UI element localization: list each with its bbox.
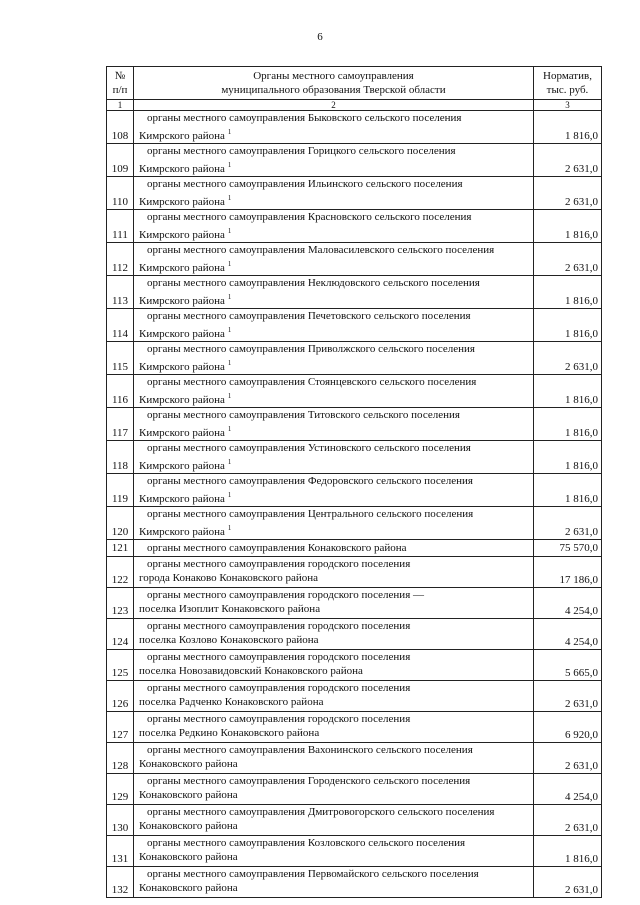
row-number: 122	[107, 557, 134, 588]
header-value	[534, 67, 602, 100]
organ-name-line2-text: Кимрского района	[139, 229, 225, 241]
organ-name-line1: органы местного самоуправления Приволжского сельского поселения	[147, 343, 475, 355]
row-organ-name	[134, 743, 534, 774]
row-normative-value: 1 816,0	[534, 408, 602, 441]
row-number: 109	[107, 144, 134, 177]
row-number: 111	[107, 210, 134, 243]
footnote-marker: 1	[227, 425, 232, 433]
table-row	[107, 805, 602, 836]
column-index-3: 3	[534, 100, 602, 111]
organ-name-line1: органы местного самоуправления Неклюдовского сельского поселения	[147, 277, 480, 289]
organ-name-line1: органы местного самоуправления Стоянцевского сельского поселения	[147, 376, 477, 388]
table-row	[107, 588, 602, 619]
row-normative-value: 1 816,0	[534, 276, 602, 309]
row-normative-value: 2 631,0	[534, 243, 602, 276]
row-number: 117	[107, 408, 134, 441]
organ-name-line1: органы местного самоуправления Дмитровогорского сельского поселения	[147, 806, 495, 818]
table-row	[107, 619, 602, 650]
organ-name-line2-text: Кимрского района	[139, 427, 225, 439]
organ-name-line2-text: Кимрского района	[139, 196, 225, 208]
organ-name-line2-text: Кимрского района	[139, 163, 225, 175]
header-number	[107, 67, 134, 100]
organ-name-line1: органы местного самоуправления городского поселения	[147, 558, 411, 570]
row-organ-name	[134, 111, 534, 144]
organ-name-line2-text: Конаковского района	[139, 789, 238, 801]
row-normative-value: 4 254,0	[534, 619, 602, 650]
row-normative-value: 5 665,0	[534, 650, 602, 681]
row-number: 131	[107, 836, 134, 867]
row-organ-name	[134, 441, 534, 474]
footnote-marker: 1	[227, 194, 232, 202]
page-number: 6	[317, 31, 323, 43]
row-number: 124	[107, 619, 134, 650]
row-normative-value: 1 816,0	[534, 375, 602, 408]
organ-name-line2-text: поселка Новозавидовский Конаковского района	[139, 665, 363, 677]
organ-name-line1: органы местного самоуправления Горицкого сельского поселения	[147, 145, 456, 157]
row-number: 127	[107, 712, 134, 743]
normative-table	[106, 66, 602, 898]
footnote-marker: 1	[227, 359, 232, 367]
row-normative-value: 1 816,0	[534, 474, 602, 507]
header-value-line1: Норматив,	[543, 70, 592, 82]
row-number: 110	[107, 177, 134, 210]
organ-name-line1: органы местного самоуправления городского поселения	[147, 682, 411, 694]
organ-name-line2-text: Кимрского района	[139, 526, 225, 538]
table-row	[107, 557, 602, 588]
organ-name-line2-text: Кимрского района	[139, 394, 225, 406]
table-header-row	[107, 67, 602, 100]
footnote-marker: 1	[227, 161, 232, 169]
table-row	[107, 210, 602, 243]
organ-name-line1: органы местного самоуправления Центрального сельского поселения	[147, 508, 474, 520]
table-row	[107, 650, 602, 681]
footnote-marker: 1	[227, 293, 232, 301]
row-organ-name	[134, 619, 534, 650]
organ-name-line2-text: Кимрского района	[139, 361, 225, 373]
organ-name-line2	[139, 356, 530, 374]
organ-name-line2-text: Кимрского района	[139, 262, 225, 274]
row-normative-value: 1 816,0	[534, 836, 602, 867]
row-number: 120	[107, 507, 134, 540]
header-value-line2: тыс. руб.	[546, 84, 589, 96]
row-number: 108	[107, 111, 134, 144]
table-row	[107, 309, 602, 342]
organ-name-line2-text: Кимрского района	[139, 328, 225, 340]
row-number: 123	[107, 588, 134, 619]
column-index-1: 1	[107, 100, 134, 111]
table-row	[107, 375, 602, 408]
row-organ-name	[134, 309, 534, 342]
table-row	[107, 144, 602, 177]
organ-name-line2	[139, 881, 530, 895]
table-row	[107, 441, 602, 474]
table-row	[107, 743, 602, 774]
organ-name-line2	[139, 664, 530, 678]
table-row	[107, 774, 602, 805]
row-organ-name	[134, 540, 534, 557]
row-number: 129	[107, 774, 134, 805]
organ-name-line1: органы местного самоуправления Быковского сельского поселения	[147, 112, 462, 124]
row-number: 112	[107, 243, 134, 276]
footnote-marker: 1	[227, 227, 232, 235]
row-normative-value: 2 631,0	[534, 743, 602, 774]
organ-name-line1: органы местного самоуправления Вахонинского сельского поселения	[147, 744, 473, 756]
organ-name-line1: органы местного самоуправления Титовского сельского поселения	[147, 409, 460, 421]
organ-name-line2	[139, 695, 530, 709]
organ-name-line2	[139, 125, 530, 143]
row-organ-name	[134, 712, 534, 743]
row-organ-name	[134, 177, 534, 210]
row-organ-name	[134, 342, 534, 375]
row-number: 118	[107, 441, 134, 474]
organ-name-line1: органы местного самоуправления Маловасилевского сельского поселения	[147, 244, 495, 256]
row-organ-name	[134, 243, 534, 276]
row-normative-value: 2 631,0	[534, 177, 602, 210]
organ-name-line1: органы местного самоуправления городского поселения	[147, 713, 411, 725]
row-normative-value: 2 631,0	[534, 867, 602, 898]
table-row	[107, 408, 602, 441]
footnote-marker: 1	[227, 491, 232, 499]
row-number: 132	[107, 867, 134, 898]
row-normative-value: 1 816,0	[534, 210, 602, 243]
header-name-line1: Органы местного самоуправления	[253, 70, 414, 82]
organ-name-line2	[139, 850, 530, 864]
row-normative-value: 2 631,0	[534, 681, 602, 712]
organ-name-line2	[139, 455, 530, 473]
organ-name-line2-text: поселка Редкино Конаковского района	[139, 727, 320, 739]
organ-name-line2	[139, 257, 530, 275]
row-normative-value: 1 816,0	[534, 441, 602, 474]
organ-name-line2	[139, 224, 530, 242]
organ-name-line2-text: Конаковского района	[139, 882, 238, 894]
row-normative-value: 2 631,0	[534, 507, 602, 540]
row-organ-name	[134, 557, 534, 588]
table-row	[107, 177, 602, 210]
organ-name-line2	[139, 290, 530, 308]
row-organ-name	[134, 210, 534, 243]
organ-name-line2-text: города Конаково Конаковского района	[139, 572, 319, 584]
organ-name-line2	[139, 389, 530, 407]
organ-name-line2	[139, 757, 530, 771]
organ-name-line1: органы местного самоуправления городского поселения	[147, 620, 411, 632]
row-number: 121	[107, 540, 134, 557]
table-row	[107, 836, 602, 867]
header-number-line2: п/п	[112, 84, 128, 96]
row-organ-name	[134, 375, 534, 408]
row-number: 126	[107, 681, 134, 712]
row-organ-name	[134, 144, 534, 177]
organ-name-line2-text: поселка Изоплит Конаковского района	[139, 603, 321, 615]
organ-name-line2-text: поселка Радченко Конаковского района	[139, 696, 324, 708]
header-name	[134, 67, 534, 100]
organ-name-line1: органы местного самоуправления Красновского сельского поселения	[147, 211, 472, 223]
organ-name-line1: органы местного самоуправления Печетовского сельского поселения	[147, 310, 471, 322]
organ-name-line2-text: Кимрского района	[139, 295, 225, 307]
organ-name-line1: органы местного самоуправления Устиновского сельского поселения	[147, 442, 471, 454]
row-number: 128	[107, 743, 134, 774]
table-row	[107, 342, 602, 375]
row-number: 113	[107, 276, 134, 309]
row-number: 115	[107, 342, 134, 375]
row-normative-value: 75 570,0	[534, 540, 602, 557]
row-normative-value: 2 631,0	[534, 342, 602, 375]
row-normative-value: 4 254,0	[534, 588, 602, 619]
organ-name-line1: органы местного самоуправления Ильинского сельского поселения	[147, 178, 463, 190]
row-normative-value: 2 631,0	[534, 144, 602, 177]
row-organ-name	[134, 774, 534, 805]
organ-name-line1: органы местного самоуправления Городенского сельского поселения	[147, 775, 471, 787]
row-organ-name	[134, 681, 534, 712]
footnote-marker: 1	[227, 326, 232, 334]
organ-name-line2	[139, 488, 530, 506]
organ-name-line1: органы местного самоуправления Конаковского района	[147, 542, 407, 554]
organ-name-line2	[139, 602, 530, 616]
organ-name-line1: органы местного самоуправления Федоровского сельского поселения	[147, 475, 473, 487]
row-organ-name	[134, 507, 534, 540]
table-row	[107, 243, 602, 276]
organ-name-line2-text: Кимрского района	[139, 493, 225, 505]
row-organ-name	[134, 836, 534, 867]
header-name-line2: муниципального образования Тверской области	[221, 84, 446, 96]
footnote-marker: 1	[227, 458, 232, 466]
organ-name-line2	[139, 422, 530, 440]
row-number: 125	[107, 650, 134, 681]
organ-name-line2	[139, 726, 530, 740]
row-organ-name	[134, 588, 534, 619]
footnote-marker: 1	[227, 128, 232, 136]
organ-name-line2-text: Кимрского района	[139, 460, 225, 472]
table-row	[107, 681, 602, 712]
row-number: 119	[107, 474, 134, 507]
row-organ-name	[134, 867, 534, 898]
footnote-marker: 1	[227, 392, 232, 400]
column-index-2: 2	[134, 100, 534, 111]
organ-name-line1: органы местного самоуправления городского поселения —	[147, 589, 425, 601]
row-number: 130	[107, 805, 134, 836]
organ-name-line1: органы местного самоуправления Козловского сельского поселения	[147, 837, 466, 849]
organ-name-line1: органы местного самоуправления Первомайского сельского поселения	[147, 868, 479, 880]
table-row	[107, 712, 602, 743]
table-row	[107, 474, 602, 507]
row-number: 114	[107, 309, 134, 342]
organ-name-line2	[139, 788, 530, 802]
table-row	[107, 111, 602, 144]
row-normative-value: 17 186,0	[534, 557, 602, 588]
row-number: 116	[107, 375, 134, 408]
organ-name-line2-text: Кимрского района	[139, 130, 225, 142]
row-normative-value: 1 816,0	[534, 111, 602, 144]
table-row	[107, 276, 602, 309]
header-number-line1: №	[114, 70, 126, 82]
organ-name-line2-text: Конаковского района	[139, 851, 238, 863]
row-organ-name	[134, 408, 534, 441]
organ-name-line2	[139, 158, 530, 176]
row-normative-value: 1 816,0	[534, 309, 602, 342]
organ-name-line2	[139, 521, 530, 539]
row-organ-name	[134, 474, 534, 507]
row-organ-name	[134, 805, 534, 836]
organ-name-line2	[139, 323, 530, 341]
organ-name-line2-text: Конаковского района	[139, 758, 238, 770]
row-organ-name	[134, 276, 534, 309]
organ-name-line2-text: поселка Козлово Конаковского района	[139, 634, 319, 646]
footnote-marker: 1	[227, 260, 232, 268]
row-normative-value: 4 254,0	[534, 774, 602, 805]
row-normative-value: 6 920,0	[534, 712, 602, 743]
footnote-marker: 1	[227, 524, 232, 532]
row-normative-value: 2 631,0	[534, 805, 602, 836]
organ-name-line2	[139, 819, 530, 833]
table-row	[107, 507, 602, 540]
table-row	[107, 867, 602, 898]
organ-name-line2-text: Конаковского района	[139, 820, 238, 832]
organ-name-line2	[139, 571, 530, 585]
organ-name-line2	[139, 633, 530, 647]
column-index-row	[107, 100, 602, 111]
organ-name-line2	[139, 191, 530, 209]
row-organ-name	[134, 650, 534, 681]
organ-name-line1: органы местного самоуправления городского поселения	[147, 651, 411, 663]
table-row	[107, 540, 602, 557]
